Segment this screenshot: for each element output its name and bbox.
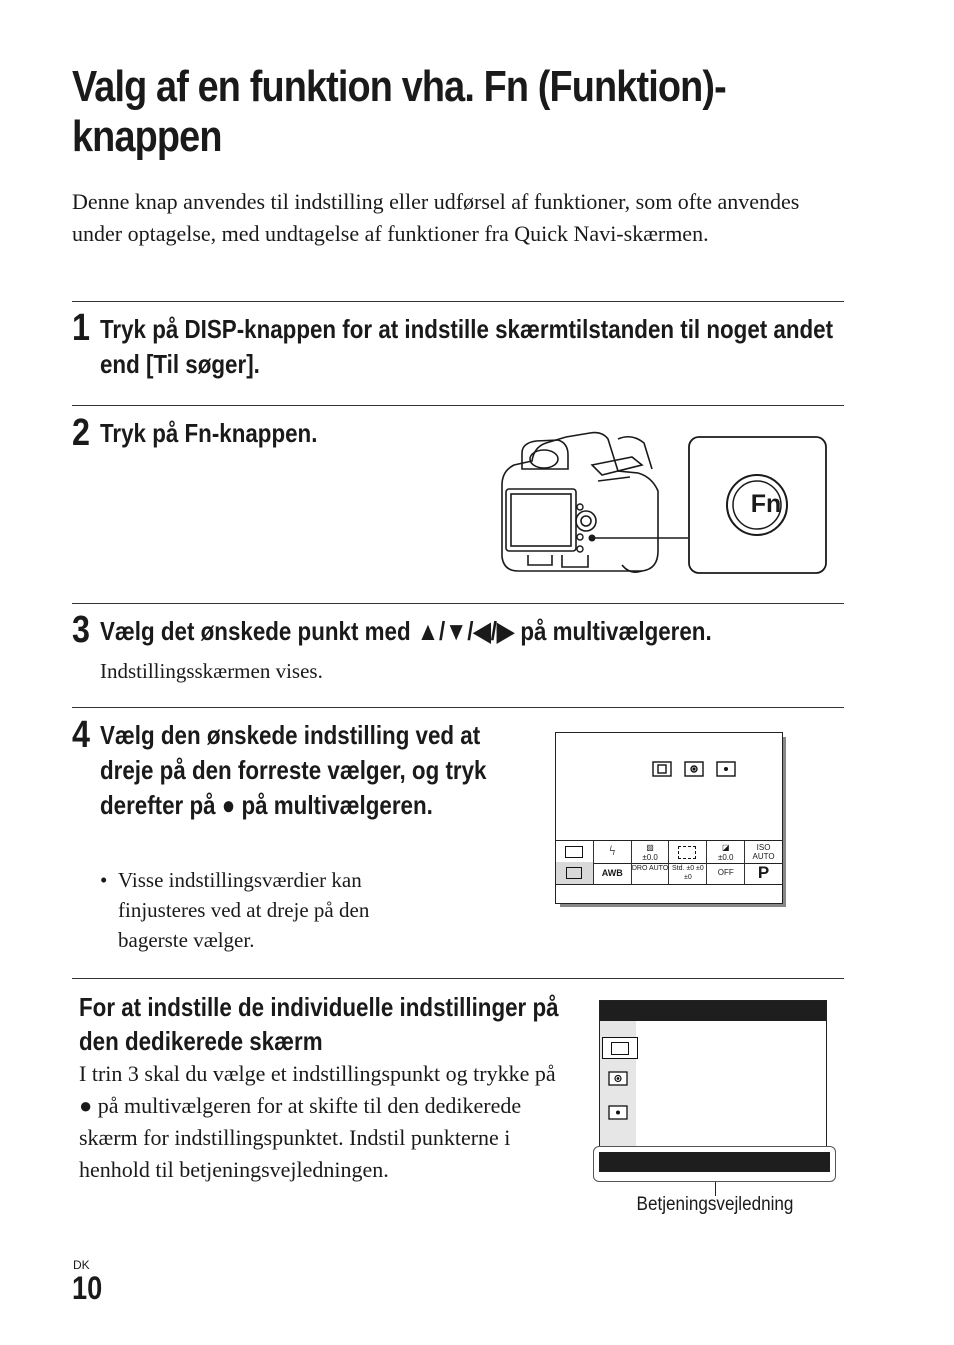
picture-effect-cell: OFF (707, 862, 745, 884)
step-4-number: 4 (72, 714, 90, 756)
function-row-1 (556, 840, 782, 864)
section-heading: For at indstille de individuelle indstillinger på den dedikerede skærm (79, 992, 559, 1056)
image-size-icon (556, 841, 594, 863)
operation-guide-bar (599, 1152, 830, 1172)
multi-metering-option[interactable] (602, 1037, 638, 1059)
exposure-comp-value: ±0.0 (717, 853, 734, 862)
step-4-bullet (100, 865, 420, 955)
focus-area-icon (669, 841, 707, 863)
step-1-number: 1 (72, 307, 90, 349)
divider (72, 978, 844, 979)
flash-comp-value: ±0.0 (642, 853, 658, 862)
divider (72, 301, 844, 302)
metering-selected-icon (556, 862, 594, 884)
page-number: 10 (72, 1270, 103, 1306)
divider (72, 707, 844, 708)
intro-paragraph: Denne knap anvendes til indstilling eller udførsel af funktioner, som ofte anvendes under optagelse, med undtagelse af funktioner fra Quick Navi-skærmen. (72, 189, 800, 246)
fn-button-label: Fn (750, 490, 782, 518)
flash-icon: ϟ (594, 841, 632, 863)
white-balance-cell: AWB (594, 862, 632, 884)
center-metering-icon[interactable] (608, 1071, 630, 1087)
function-row-2 (556, 862, 782, 885)
iso-cell: ISO AUTO (752, 843, 775, 861)
step-3-text: Vælg det ønskede punkt med ▲/▼/◀/▶ på multivælgeren. (100, 616, 712, 646)
language-code: DK (73, 1258, 90, 1272)
step-3-note: Indstillingsskærmen vises. (100, 659, 323, 683)
creative-style-cell: Std. ±0 ±0 ±0 (669, 862, 707, 884)
step-1-text: Tryk på DISP-knappen for at indstille skærmtilstanden til noget andet end [Til søger]. (100, 314, 834, 379)
screen-title-bar (600, 1001, 826, 1021)
operation-guide-label: Betjeningsvejledning (636, 1194, 794, 1215)
step-2-text: Tryk på Fn-knappen. (100, 418, 318, 448)
exposure-comp-cell: ◪ ±0.0 (707, 841, 745, 863)
section-body: I trin 3 skal du vælge et indstillingspunkt og trykke på ● på multivælgeren for at skifte til den dedikerede skærm for indstillingspunktet. Indstil punkterne i henhold til betjeningsvejledningen. (79, 1061, 556, 1182)
dedicated-screen (599, 1000, 827, 1154)
bullet-mark: • (100, 868, 108, 892)
step-2-number: 2 (72, 412, 90, 454)
divider (72, 405, 844, 406)
page-title: Valg af en funktion vha. Fn (Funktion)- knappen (72, 62, 726, 161)
shooting-mode-cell: P (757, 863, 770, 882)
flash-comp-cell: ▨ ±0.0 (632, 841, 670, 863)
metering-mode-icons (651, 760, 741, 780)
step-4-bullet-text: Visse indstillingsværdier kan finjusteres ved at dreje på den bagerste vælger. (118, 868, 370, 952)
divider (72, 603, 844, 604)
step-3-number: 3 (72, 609, 90, 651)
function-screen (555, 732, 783, 904)
operation-guide-highlight (593, 1146, 836, 1182)
dro-cell: DRO AUTO (632, 862, 670, 884)
step-4-text: Vælg den ønskede indstilling ved at dreje på den forreste vælger, og tryk derefter på ● på multivælgeren. (100, 720, 487, 820)
spot-metering-icon[interactable] (608, 1105, 630, 1121)
